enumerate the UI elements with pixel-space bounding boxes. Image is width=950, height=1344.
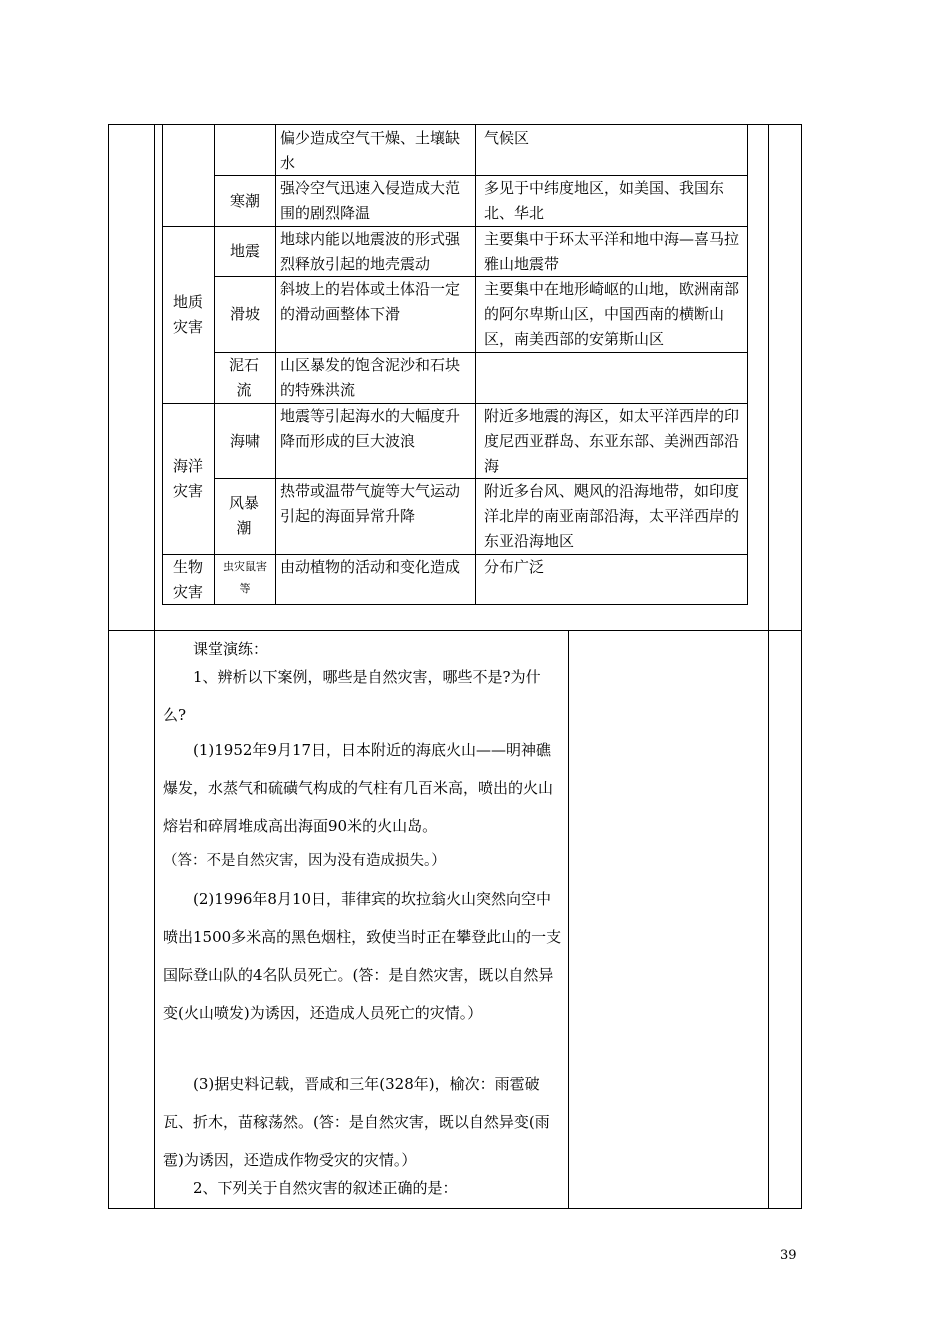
- table-cell-subtype: 海啸: [229, 432, 260, 450]
- question-2: 2、下列关于自然灾害的叙述正确的是：: [193, 1179, 458, 1197]
- outer-col-divider-2: [768, 124, 769, 1209]
- table-cell-distribution: 附近多台风、飓风的沿海地带，如印度洋北岸的南亚南部沿海，太平洋西岸的东亚沿海地区: [484, 482, 740, 550]
- category-ocean: 海洋灾害: [172, 457, 203, 500]
- category-biology: 生物灾害: [172, 558, 203, 601]
- case-1: (1)1952年9月17日，日本附近的海底火山——明神礁爆发，水蒸气和硫磺气构成的气柱有几百米高，喷出的火山熔岩和碎屑堆成高出海面90米的火山岛。: [163, 741, 554, 835]
- table-cell-cause: 斜坡上的岩体或土体沿一定的滑动画整体下滑: [280, 280, 461, 323]
- answer-1: （答：不是自然灾害，因为没有造成损失。）: [163, 853, 446, 869]
- table-cell-cause: 地球内能以地震波的形式强烈释放引起的地壳震动: [280, 230, 461, 273]
- table-cell-distribution: 主要集中于环太平洋和地中海—喜马拉雅山地震带: [484, 230, 740, 273]
- exercise-heading: 课堂演练：: [193, 640, 269, 658]
- table-cell-cause: 偏少造成空气干燥、土壤缺水: [280, 129, 461, 172]
- inner-col-2: [275, 124, 276, 605]
- table-cell-distribution: 主要集中在地形崎岖的山地，欧洲南部的阿尔卑斯山区，中国西南的横断山区，南美西部的安第斯山区: [484, 280, 740, 348]
- table-cell-cause: 由动植物的活动和变化造成: [280, 558, 461, 576]
- table-cell-cause: 强冷空气迅速入侵造成大范围的剧烈降温: [280, 179, 461, 222]
- question-1: 1、辨析以下案例，哪些是自然灾害，哪些不是?为什么?: [163, 668, 541, 724]
- inner-col-1: [214, 124, 215, 605]
- table-cell-distribution: 多见于中纬度地区，如美国、我国东北、华北: [484, 179, 725, 222]
- table-cell-cause: 山区暴发的饱含泥沙和石块的特殊洪流: [280, 356, 461, 399]
- table-cell-subtype: 风暴潮: [228, 494, 259, 537]
- table-cell-subtype: 虫灾鼠害等: [223, 560, 267, 595]
- exercise-col-divider: [568, 630, 569, 1209]
- table-cell-distribution: 分布广泛: [484, 558, 545, 576]
- case-3: (3)据史料记载，晋咸和三年(328年)，榆次：雨雹破瓦、折木，苗稼荡然。(答：是自然灾害，既以自然异变(雨雹)为诱因，还造成作物受灾的灾情。）: [163, 1075, 550, 1169]
- table-cell-cause: 热带或温带气旋等大气运动引起的海面异常升降: [280, 482, 461, 525]
- case-2: (2)1996年8月10日，菲律宾的坎拉翁火山突然向空中喷出1500多米高的黑色烟柱，致使当时正在攀登此山的一支国际登山队的4名队员死亡。(答：是自然灾害，既以自然异变(火山喷发)为诱因，还造成人员死亡的灾情。）: [163, 890, 562, 1022]
- table-cell-distribution: 气候区: [484, 129, 530, 147]
- table-cell-distribution: 附近多地震的海区，如太平洋西岸的印度尼西亚群岛、东亚东部、美洲西部沿海: [484, 407, 740, 475]
- page-number: 39: [780, 1248, 797, 1263]
- table-cell-subtype: 地震: [229, 242, 260, 260]
- table-cell-cause: 地震等引起海水的大幅度升降而形成的巨大波浪: [280, 407, 461, 450]
- category-geology: 地质灾害: [172, 293, 203, 336]
- table-cell-subtype: 滑坡: [229, 305, 260, 323]
- table-cell-subtype: 泥石流: [228, 356, 259, 399]
- inner-col-3: [475, 124, 476, 605]
- table-cell-subtype: 寒潮: [229, 192, 260, 210]
- outer-col-divider-1: [154, 124, 155, 1209]
